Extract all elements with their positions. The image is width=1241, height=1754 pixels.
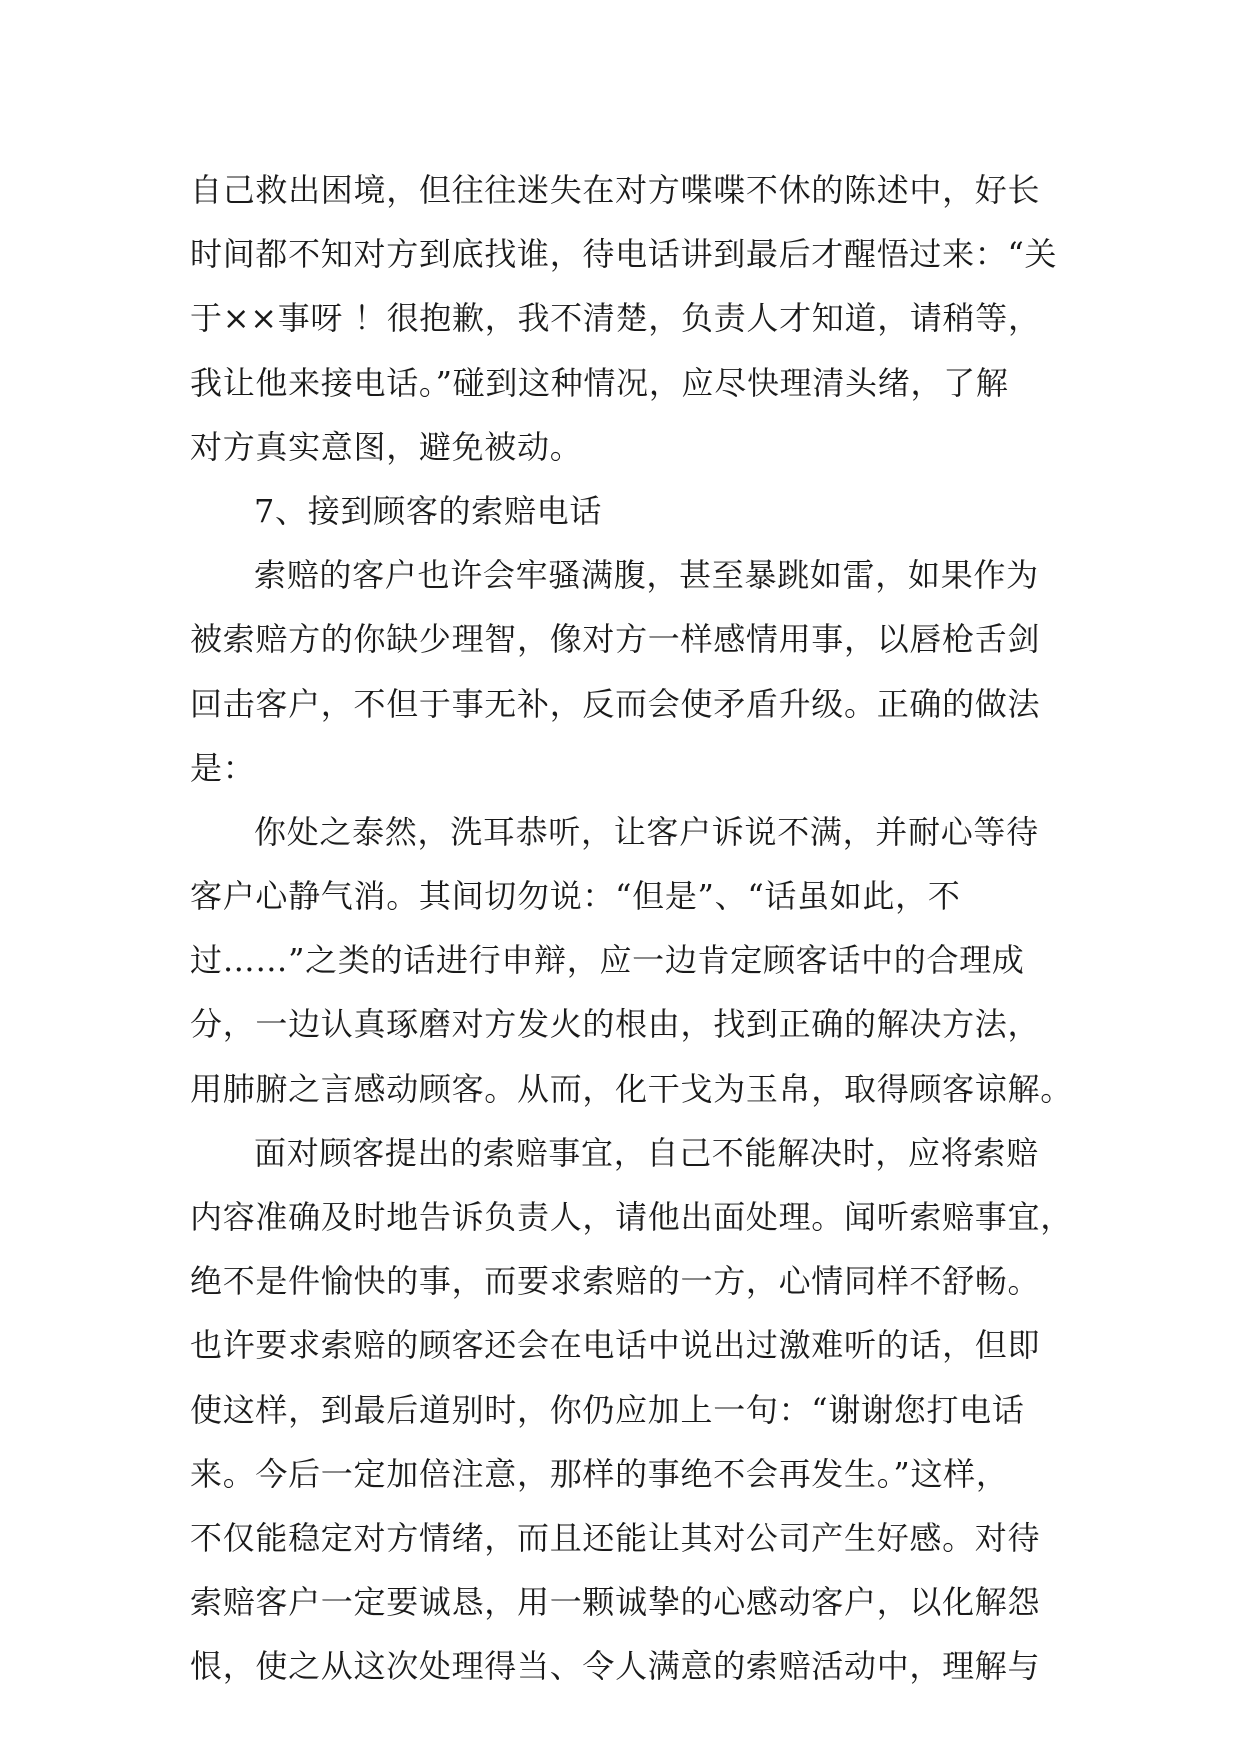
text-line: 被索赔方的你缺少理智，像对方一样感情用事，以唇枪舌剑 [190, 620, 1041, 659]
body-text [190, 158, 1073, 1699]
text-line: 来。今后一定加倍注意，那样的事绝不会再发生。”这样， [190, 1454, 1009, 1493]
text-line: 恨，使之从这次处理得当、令人满意的索赔活动中，理解与 [190, 1647, 1041, 1686]
text-line: 过……”之类的话进行申辩，应一边肯定顾客话中的合理成 [190, 941, 1025, 980]
text-line: 于××事呀 ！很抱歉，我不清楚，负责人才知道，请稍等， [190, 299, 1041, 338]
text-line: 内容准确及时地告诉负责人，请他出面处理。闻听索赔事宜， [190, 1198, 1073, 1236]
text-line: 回击客户，不但于事无补，反而会使矛盾升级。正确的做法 [190, 684, 1041, 723]
text-line: 7、接到顾客的索赔电话 [254, 491, 603, 530]
text-line: 自己救出困境，但往往迷失在对方喋喋不休的陈述中，好长 [190, 171, 1041, 209]
text-line: 时间都不知对方到底找谁，待电话讲到最后才醒悟过来：“关 [190, 235, 1058, 274]
text-line: 用肺腑之言感动顾客。从而，化干戈为玉帛，取得顾客谅解。 [190, 1069, 1073, 1108]
text-line: 也许要求索赔的顾客还会在电话中说出过激难听的话，但即 [190, 1326, 1041, 1365]
text-line: 索赔客户一定要诚恳，用一颗诚挚的心感动客户，以化解怨 [190, 1583, 1041, 1622]
text-line: 对方真实意图，避免被动。 [190, 427, 583, 466]
text-line: 使这样，到最后道别时，你仍应加上一句：“谢谢您打电话 [190, 1390, 1025, 1429]
text-line: 我让他来接电话。”碰到这种情况，应尽快理清头绪，了解 [190, 363, 1009, 402]
text-line: 是： [190, 748, 256, 787]
text-line: 索赔的客户也许会牢骚满腹，甚至暴跳如雷，如果作为 [254, 556, 1039, 595]
text-line: 不仅能稳定对方情绪，而且还能让其对公司产生好感。对待 [190, 1518, 1041, 1557]
text-line: 分，一边认真琢磨对方发火的根由，找到正确的解决方法， [190, 1005, 1041, 1044]
text-line: 面对顾客提出的索赔事宜，自己不能解决时，应将索赔 [254, 1133, 1039, 1172]
text-line: 客户心静气消。其间切勿说：“但是”、“话虽如此，不 [190, 877, 961, 916]
text-line: 你处之泰然，洗耳恭听，让客户诉说不满，并耐心等待 [254, 812, 1039, 851]
text-line: 绝不是件愉快的事，而要求索赔的一方，心情同样不舒畅。 [190, 1262, 1041, 1301]
